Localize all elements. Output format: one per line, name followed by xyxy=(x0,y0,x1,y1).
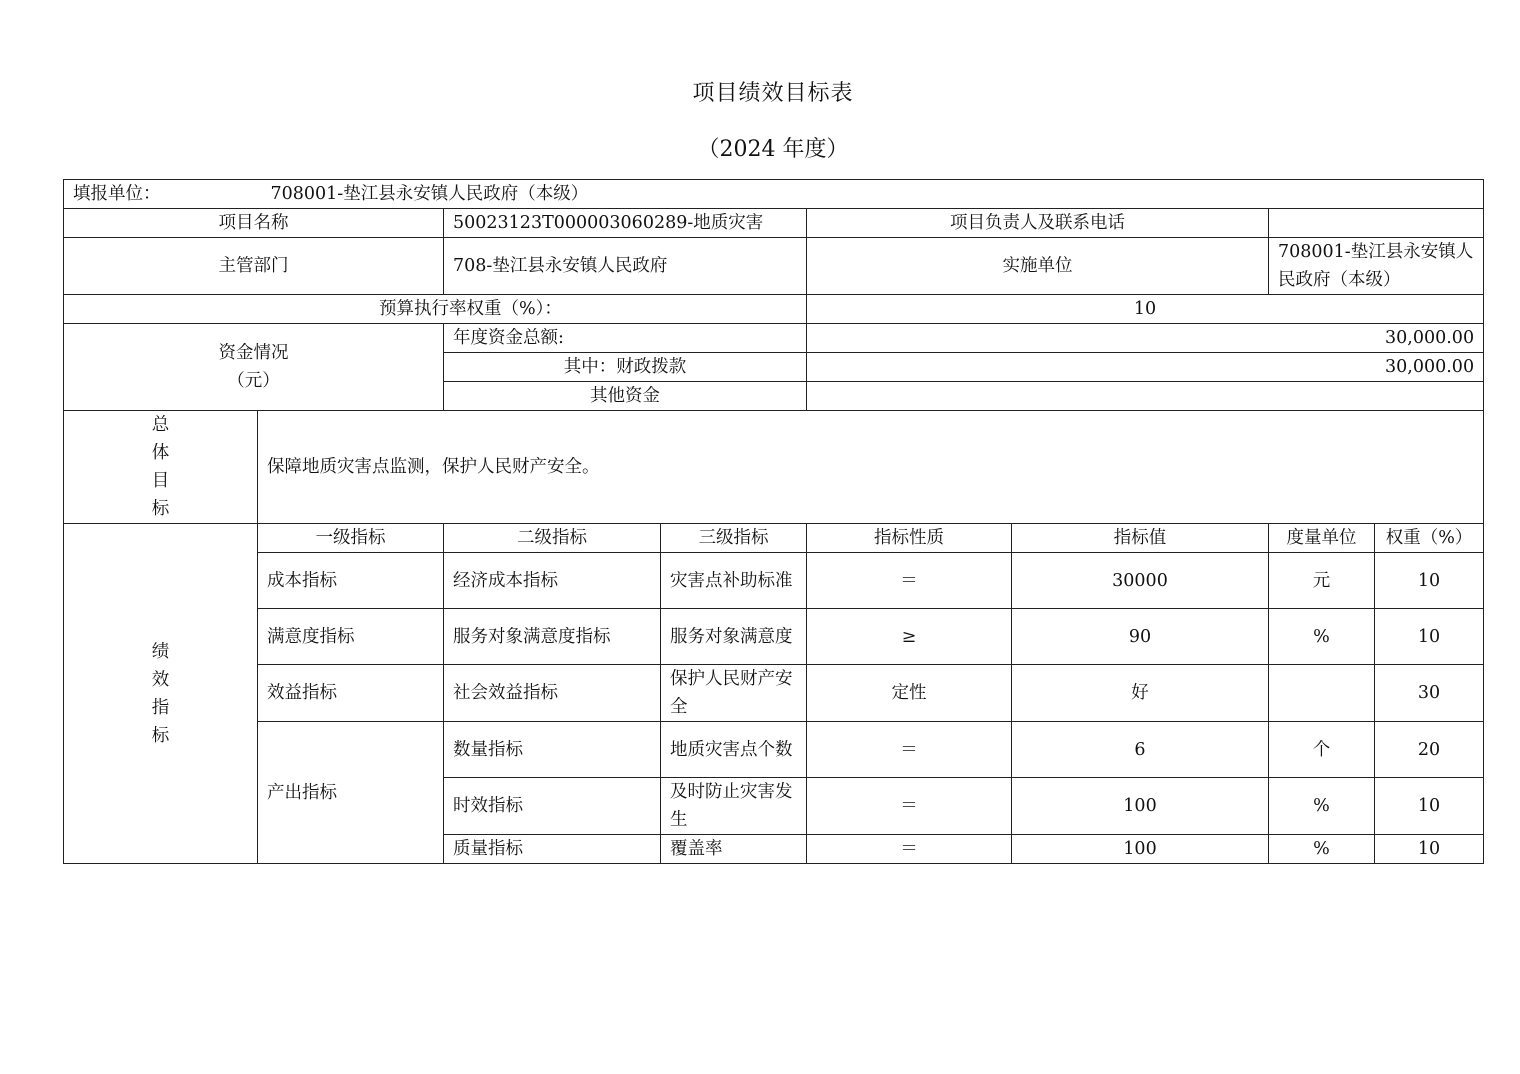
header-level2: 二级指标 xyxy=(444,524,661,553)
funds-label-line2: （元） xyxy=(227,371,280,391)
indicator-level1: 效益指标 xyxy=(258,665,444,722)
funds-other-value xyxy=(807,382,1484,411)
budget-weight-label: 预算执行率权重（%）： xyxy=(64,295,807,324)
indicator-value: 6 xyxy=(1012,722,1269,778)
fill-unit-label: 填报单位： xyxy=(73,184,161,204)
indicator-weight: 10 xyxy=(1375,835,1484,864)
project-contact-label: 项目负责人及联系电话 xyxy=(807,209,1269,238)
indicator-level1: 成本指标 xyxy=(258,553,444,609)
indicator-level3: 灾害点补助标准 xyxy=(661,553,807,609)
indicator-nature: ≥ xyxy=(807,609,1012,665)
fill-unit-row xyxy=(64,180,1484,209)
indicator-weight: 10 xyxy=(1375,553,1484,609)
overall-goal-text: 保障地质灾害点监测，保护人民财产安全。 xyxy=(258,411,1484,524)
funds-label-line1: 资金情况 xyxy=(218,343,289,363)
indicator-level3: 及时防止灾害发生 xyxy=(661,778,807,835)
indicator-level1: 产出指标 xyxy=(258,722,444,864)
overall-goal-char: 体 xyxy=(151,443,170,463)
indicator-value: 90 xyxy=(1012,609,1269,665)
indicator-unit: % xyxy=(1269,778,1375,835)
funds-fiscal-label: 其中：财政拨款 xyxy=(444,353,807,382)
indicator-weight: 10 xyxy=(1375,609,1484,665)
indicator-label-char: 绩 xyxy=(151,641,170,662)
budget-weight-value: 10 xyxy=(807,295,1484,324)
indicator-unit: % xyxy=(1269,835,1375,864)
project-contact-value xyxy=(1269,209,1484,238)
overall-goal-row xyxy=(64,411,1484,524)
indicator-level2: 时效指标 xyxy=(444,778,661,835)
dept-row xyxy=(64,238,1484,295)
header-value: 指标值 xyxy=(1012,524,1269,553)
indicator-header-row xyxy=(64,524,1484,553)
dept-value: 708-垫江县永安镇人民政府 xyxy=(444,238,807,295)
overall-goal-label xyxy=(64,411,258,524)
indicator-level2: 质量指标 xyxy=(444,835,661,864)
fill-unit-cell xyxy=(64,180,1484,209)
indicator-level1: 满意度指标 xyxy=(258,609,444,665)
funds-total-row xyxy=(64,324,1484,353)
indicator-value: 100 xyxy=(1012,778,1269,835)
funds-total-value: 30,000.00 xyxy=(807,324,1484,353)
indicator-value: 好 xyxy=(1012,665,1269,722)
table-row xyxy=(64,553,1484,609)
indicator-level3: 服务对象满意度 xyxy=(661,609,807,665)
performance-indicator-label xyxy=(64,524,258,864)
indicator-nature: ＝ xyxy=(807,835,1012,864)
budget-weight-row xyxy=(64,295,1484,324)
project-name-value: 50023123T000003060289-地质灾害 xyxy=(444,209,807,238)
table-row xyxy=(64,665,1484,722)
overall-goal-char: 标 xyxy=(151,499,170,519)
indicator-level2: 数量指标 xyxy=(444,722,661,778)
indicator-nature: ＝ xyxy=(807,722,1012,778)
page-title: 项目绩效目标表 xyxy=(692,81,854,106)
funds-label xyxy=(64,324,444,411)
table-row xyxy=(64,609,1484,665)
header-weight: 权重（%） xyxy=(1375,524,1484,553)
project-name-row xyxy=(64,209,1484,238)
header-nature: 指标性质 xyxy=(807,524,1012,553)
indicator-unit: % xyxy=(1269,609,1375,665)
header-level1: 一级指标 xyxy=(258,524,444,553)
header-unit: 度量单位 xyxy=(1269,524,1375,553)
indicator-value: 100 xyxy=(1012,835,1269,864)
indicator-weight: 20 xyxy=(1375,722,1484,778)
indicator-unit: 元 xyxy=(1269,553,1375,609)
indicator-level2: 社会效益指标 xyxy=(444,665,661,722)
indicator-weight: 30 xyxy=(1375,665,1484,722)
overall-goal-char: 目 xyxy=(151,471,170,491)
indicator-label-char: 指 xyxy=(151,697,170,718)
funds-fiscal-value: 30,000.00 xyxy=(807,353,1484,382)
fill-unit-value: 708001-垫江县永安镇人民政府（本级） xyxy=(270,184,589,204)
indicator-label-char: 效 xyxy=(151,669,170,690)
performance-target-table xyxy=(63,179,1484,864)
table-row xyxy=(64,722,1484,778)
impl-unit-label: 实施单位 xyxy=(807,238,1269,295)
indicator-label-char: 标 xyxy=(151,725,170,746)
indicator-nature: ＝ xyxy=(807,553,1012,609)
indicator-level2: 服务对象满意度指标 xyxy=(444,609,661,665)
header-level3: 三级指标 xyxy=(661,524,807,553)
indicator-nature: ＝ xyxy=(807,778,1012,835)
indicator-level3: 覆盖率 xyxy=(661,835,807,864)
indicator-unit: 个 xyxy=(1269,722,1375,778)
funds-other-label: 其他资金 xyxy=(444,382,807,411)
page-subtitle: （2024 年度） xyxy=(697,137,849,162)
indicator-nature: 定性 xyxy=(807,665,1012,722)
project-name-label: 项目名称 xyxy=(64,209,444,238)
dept-label: 主管部门 xyxy=(64,238,444,295)
indicator-value: 30000 xyxy=(1012,553,1269,609)
overall-goal-char: 总 xyxy=(151,415,170,435)
indicator-level2: 经济成本指标 xyxy=(444,553,661,609)
indicator-unit xyxy=(1269,665,1375,722)
indicator-level3: 保护人民财产安全 xyxy=(661,665,807,722)
impl-unit-value: 708001-垫江县永安镇人民政府（本级） xyxy=(1269,238,1484,295)
indicator-weight: 10 xyxy=(1375,778,1484,835)
funds-total-label: 年度资金总额: xyxy=(444,324,807,353)
indicator-level3: 地质灾害点个数 xyxy=(661,722,807,778)
